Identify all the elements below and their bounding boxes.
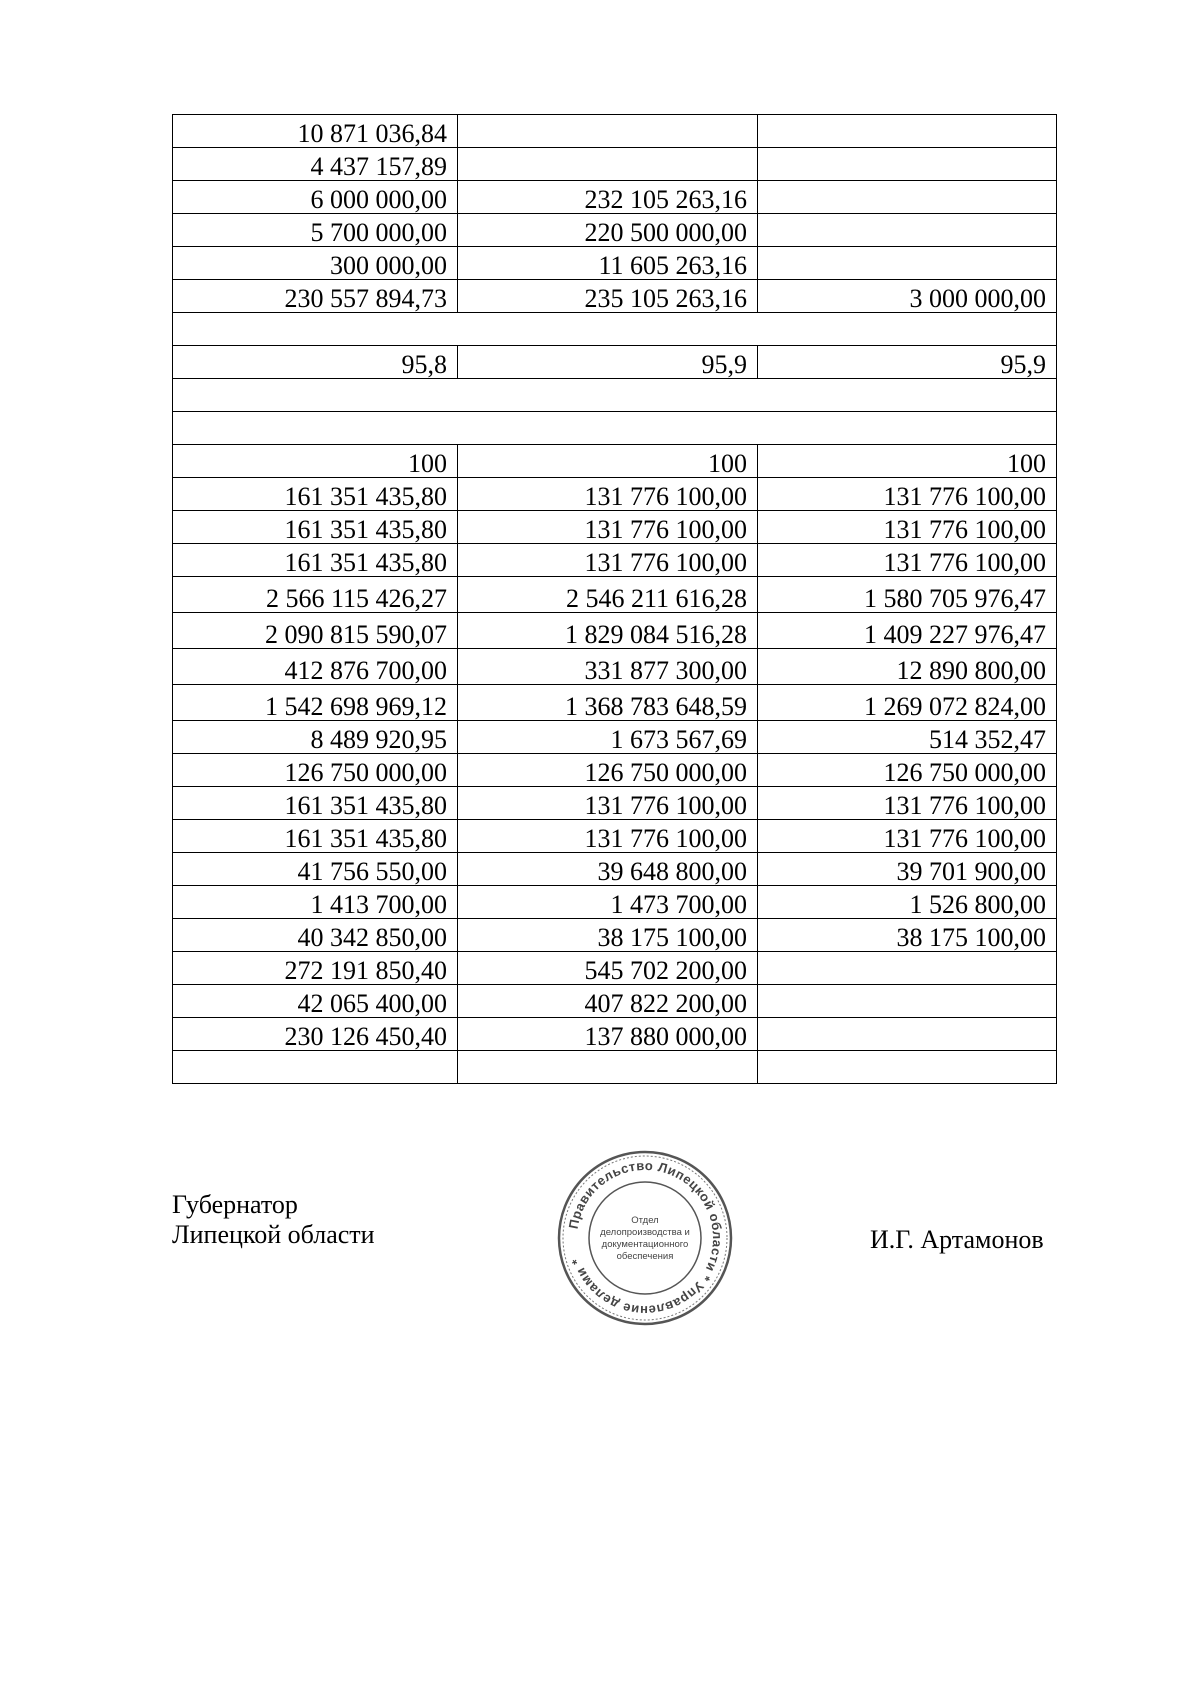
table-cell-col1: 230 557 894,73 bbox=[173, 280, 458, 313]
table-cell-col2: 38 175 100,00 bbox=[458, 919, 758, 952]
table-cell-col3: 131 776 100,00 bbox=[758, 478, 1057, 511]
table-cell-col2 bbox=[458, 1051, 758, 1084]
seal-inner-line: документационного bbox=[601, 1239, 689, 1250]
table-row bbox=[173, 148, 1057, 181]
table-row bbox=[173, 280, 1057, 313]
table-cell-col3: 131 776 100,00 bbox=[758, 787, 1057, 820]
table-cell-col1: 5 700 000,00 bbox=[173, 214, 458, 247]
table-cell-col2: 126 750 000,00 bbox=[458, 754, 758, 787]
seal-inner-line: обеспечения bbox=[616, 1251, 674, 1262]
table-cell-col1: 161 351 435,80 bbox=[173, 820, 458, 853]
table-row bbox=[173, 1018, 1057, 1051]
budget-table-body bbox=[173, 115, 1057, 1084]
table-row bbox=[173, 181, 1057, 214]
table-cell-col2: 131 776 100,00 bbox=[458, 820, 758, 853]
table-cell-col2: 407 822 200,00 bbox=[458, 985, 758, 1018]
table-cell-col1: 300 000,00 bbox=[173, 247, 458, 280]
table-cell-col3: 100 bbox=[758, 445, 1057, 478]
table-cell-col2: 2 546 211 616,28 bbox=[458, 577, 758, 613]
table-cell-col2: 331 877 300,00 bbox=[458, 649, 758, 685]
table-cell-col3: 514 352,47 bbox=[758, 721, 1057, 754]
table-cell-col3: 38 175 100,00 bbox=[758, 919, 1057, 952]
seal-inner-line: делопроизводства и bbox=[600, 1227, 690, 1238]
table-row bbox=[173, 379, 1057, 412]
table-cell-merged bbox=[173, 313, 1057, 346]
table-cell-col1: 4 437 157,89 bbox=[173, 148, 458, 181]
table-cell-col1: 161 351 435,80 bbox=[173, 511, 458, 544]
table-cell-col1: 8 489 920,95 bbox=[173, 721, 458, 754]
table-cell-col1: 40 342 850,00 bbox=[173, 919, 458, 952]
table-cell-col2: 232 105 263,16 bbox=[458, 181, 758, 214]
table-cell-col3: 1 580 705 976,47 bbox=[758, 577, 1057, 613]
table-row bbox=[173, 787, 1057, 820]
table-row bbox=[173, 886, 1057, 919]
table-cell-col2: 137 880 000,00 bbox=[458, 1018, 758, 1051]
table-cell-col2: 1 829 084 516,28 bbox=[458, 613, 758, 649]
table-row bbox=[173, 754, 1057, 787]
seal-inner-line: Отдел bbox=[631, 1215, 659, 1226]
table-cell-merged bbox=[173, 412, 1057, 445]
table-cell-col3: 131 776 100,00 bbox=[758, 511, 1057, 544]
table-row bbox=[173, 247, 1057, 280]
table-cell-col1: 412 876 700,00 bbox=[173, 649, 458, 685]
table-row bbox=[173, 115, 1057, 148]
table-cell-col3: 131 776 100,00 bbox=[758, 820, 1057, 853]
table-row bbox=[173, 346, 1057, 379]
table-cell-col2: 131 776 100,00 bbox=[458, 787, 758, 820]
table-cell-col3: 1 269 072 824,00 bbox=[758, 685, 1057, 721]
table-cell-col1: 6 000 000,00 bbox=[173, 181, 458, 214]
table-cell-col1: 95,8 bbox=[173, 346, 458, 379]
table-cell-col3: 95,9 bbox=[758, 346, 1057, 379]
table-cell-col2: 1 473 700,00 bbox=[458, 886, 758, 919]
table-cell-col2: 1 673 567,69 bbox=[458, 721, 758, 754]
table-cell-col1 bbox=[173, 1051, 458, 1084]
table-row bbox=[173, 412, 1057, 445]
table-row bbox=[173, 613, 1057, 649]
table-row bbox=[173, 478, 1057, 511]
table-row bbox=[173, 445, 1057, 478]
table-cell-col1: 1 542 698 969,12 bbox=[173, 685, 458, 721]
table-row bbox=[173, 952, 1057, 985]
table-cell-col1: 272 191 850,40 bbox=[173, 952, 458, 985]
table-row bbox=[173, 313, 1057, 346]
table-cell-col2: 1 368 783 648,59 bbox=[458, 685, 758, 721]
signatory-position bbox=[172, 1190, 375, 1250]
table-cell-col2: 100 bbox=[458, 445, 758, 478]
table-cell-col2: 131 776 100,00 bbox=[458, 478, 758, 511]
table-row bbox=[173, 985, 1057, 1018]
table-cell-col2: 131 776 100,00 bbox=[458, 511, 758, 544]
table-cell-col3 bbox=[758, 1051, 1057, 1084]
table-row bbox=[173, 721, 1057, 754]
signatory-title-line2: Липецкой области bbox=[172, 1220, 375, 1249]
signatory-name: И.Г. Артамонов bbox=[870, 1225, 1044, 1254]
table-cell-col1: 2 566 115 426,27 bbox=[173, 577, 458, 613]
signatory-title-line1: Губернатор bbox=[172, 1190, 298, 1219]
table-cell-col2: 39 648 800,00 bbox=[458, 853, 758, 886]
table-row bbox=[173, 853, 1057, 886]
table-cell-col1: 42 065 400,00 bbox=[173, 985, 458, 1018]
table-cell-col2 bbox=[458, 148, 758, 181]
table-cell-col1: 10 871 036,84 bbox=[173, 115, 458, 148]
table-cell-col3: 1 409 227 976,47 bbox=[758, 613, 1057, 649]
seal-outer-text: Правительство Липецкой области * Управление делами * bbox=[565, 1157, 726, 1319]
table-cell-col3 bbox=[758, 115, 1057, 148]
table-cell-col3: 12 890 800,00 bbox=[758, 649, 1057, 685]
table-cell-merged bbox=[173, 379, 1057, 412]
table-cell-col3 bbox=[758, 247, 1057, 280]
table-row bbox=[173, 820, 1057, 853]
table-cell-col1: 41 756 550,00 bbox=[173, 853, 458, 886]
table-cell-col2: 235 105 263,16 bbox=[458, 280, 758, 313]
table-row bbox=[173, 685, 1057, 721]
table-row bbox=[173, 511, 1057, 544]
table-row bbox=[173, 544, 1057, 577]
official-seal-stamp bbox=[555, 1148, 735, 1328]
table-row bbox=[173, 214, 1057, 247]
seal-inner-text bbox=[600, 1215, 690, 1262]
table-cell-col1: 126 750 000,00 bbox=[173, 754, 458, 787]
table-cell-col1: 161 351 435,80 bbox=[173, 787, 458, 820]
table-cell-col3: 1 526 800,00 bbox=[758, 886, 1057, 919]
table-cell-col2: 545 702 200,00 bbox=[458, 952, 758, 985]
table-cell-col3: 39 701 900,00 bbox=[758, 853, 1057, 886]
table-cell-col2: 220 500 000,00 bbox=[458, 214, 758, 247]
table-cell-col1: 100 bbox=[173, 445, 458, 478]
table-cell-col2: 11 605 263,16 bbox=[458, 247, 758, 280]
table-cell-col3 bbox=[758, 952, 1057, 985]
table-cell-col2 bbox=[458, 115, 758, 148]
table-cell-col3: 131 776 100,00 bbox=[758, 544, 1057, 577]
table-cell-col3 bbox=[758, 148, 1057, 181]
table-cell-col1: 2 090 815 590,07 bbox=[173, 613, 458, 649]
table-cell-col2: 95,9 bbox=[458, 346, 758, 379]
table-cell-col3: 126 750 000,00 bbox=[758, 754, 1057, 787]
table-cell-col1: 230 126 450,40 bbox=[173, 1018, 458, 1051]
table-cell-col2: 131 776 100,00 bbox=[458, 544, 758, 577]
table-cell-col1: 161 351 435,80 bbox=[173, 544, 458, 577]
table-row bbox=[173, 919, 1057, 952]
table-row bbox=[173, 649, 1057, 685]
table-row bbox=[173, 1051, 1057, 1084]
table-cell-col3: 3 000 000,00 bbox=[758, 280, 1057, 313]
table-cell-col3 bbox=[758, 214, 1057, 247]
table-cell-col3 bbox=[758, 181, 1057, 214]
table-row bbox=[173, 577, 1057, 613]
table-cell-col1: 1 413 700,00 bbox=[173, 886, 458, 919]
budget-table bbox=[172, 114, 1057, 1084]
table-cell-col3 bbox=[758, 1018, 1057, 1051]
table-cell-col3 bbox=[758, 985, 1057, 1018]
table-cell-col1: 161 351 435,80 bbox=[173, 478, 458, 511]
